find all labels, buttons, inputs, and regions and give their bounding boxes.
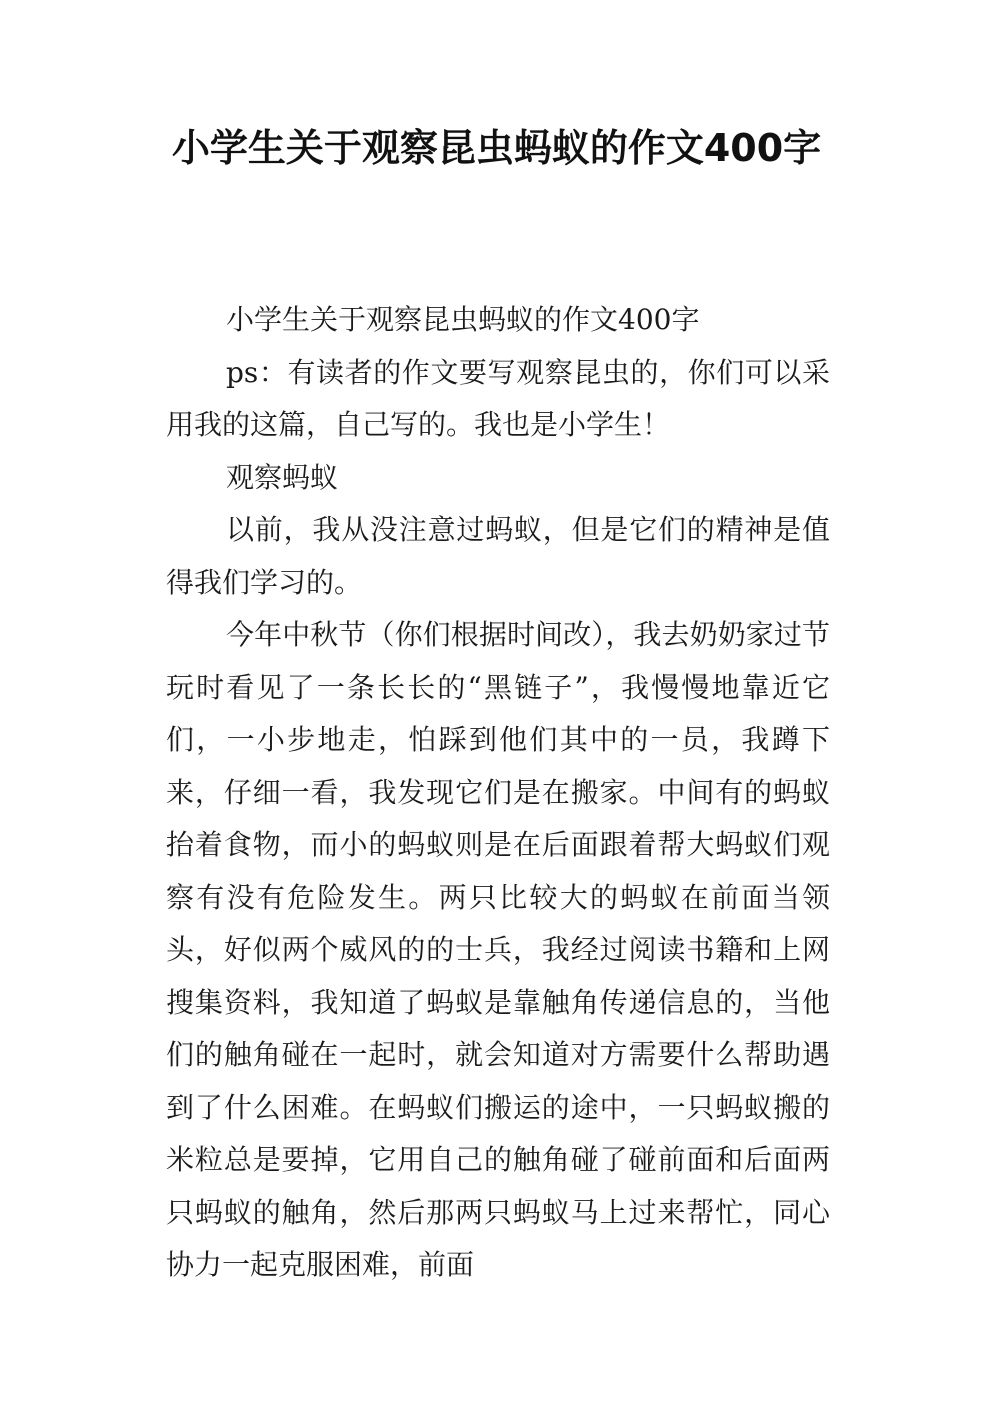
paragraph-main: 今年中秋节（你们根据时间改），我去奶奶家过节玩时看见了一条长长的“黑链子”，我慢慢地靠近它们，一小步地走，怕踩到他们其中的一员，我蹲下来，仔细一看，我发现它们是在搬家。中间有的蚂蚁抬着食物，而小的蚂蚁则是在后面跟着帮大蚂蚁们观察有没有危险发生。两只比较大的蚂蚁在前面当领头，好似两个威风的的士兵，我经过阅读书籍和上网搜集资料，我知道了蚂蚁是靠触角传递信息的，当他们的触角碰在一起时，就会知道对方需要什么帮助遇到了什么困难。在蚂蚁们搬运的途中，一只蚂蚁搬的米粒总是要掉，它用自己的触角碰了碰前面和后面两只蚂蚁的触角，然后那两只蚂蚁马上过来帮忙，同心协力一起克服困难，前面 [166, 618, 830, 1281]
paragraph-ps-note: ps：有读者的作文要写观察昆虫的，你们可以采用我的这篇，自己写的。我也是小学生！ [166, 355, 830, 441]
paragraph-subtitle: 小学生关于观察昆虫蚂蚁的作文400字 [226, 303, 700, 336]
paragraph-heading: 观察蚂蚁 [226, 460, 339, 494]
paragraph-intro: 以前，我从没注意过蚂蚁，但是它们的精神是值得我们学习的。 [166, 513, 830, 599]
document-body [166, 294, 830, 1292]
document-title: 小学生关于观察昆虫蚂蚁的作文400字 [171, 126, 822, 170]
